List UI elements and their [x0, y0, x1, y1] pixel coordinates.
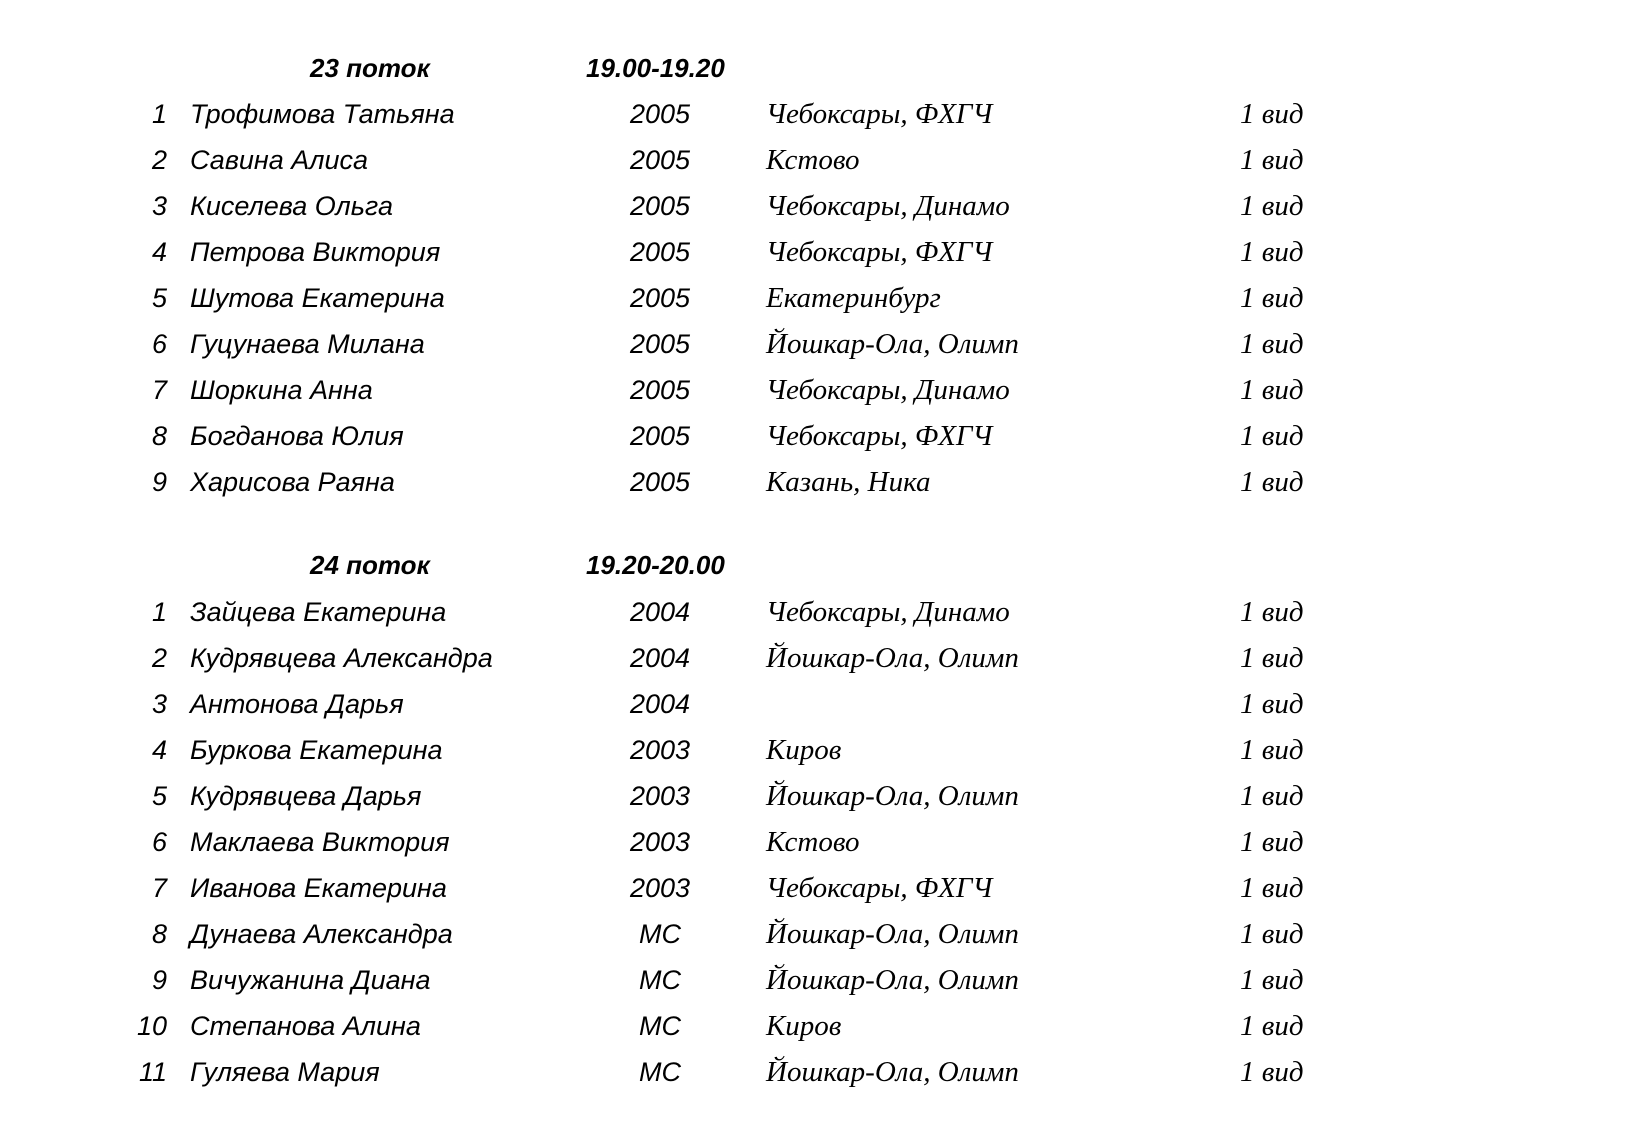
program-kind: 1 вид	[1240, 236, 1304, 268]
birth-year: 2003	[629, 827, 691, 857]
birth-year: 2005	[629, 375, 691, 405]
program-kind: 1 вид	[1240, 282, 1304, 314]
program-kind: 1 вид	[1240, 190, 1304, 222]
program-kind: 1 вид	[1240, 466, 1304, 498]
row-number: 6	[151, 827, 167, 857]
athlete-name: Гуцунаева Милана	[190, 329, 425, 359]
birth-year: МС	[639, 1057, 681, 1087]
row-number: 7	[151, 375, 167, 405]
table-row	[0, 728, 1652, 772]
table-row	[0, 820, 1652, 864]
program-kind: 1 вид	[1240, 328, 1304, 360]
birth-year: 2003	[629, 735, 691, 765]
birth-year: 2005	[629, 329, 691, 359]
row-number: 6	[151, 329, 167, 359]
row-number: 2	[151, 145, 167, 175]
birth-year: МС	[639, 965, 681, 995]
table-row	[0, 774, 1652, 818]
birth-year: 2005	[629, 191, 691, 221]
athlete-name: Буркова Екатерина	[190, 735, 443, 765]
table-row	[0, 590, 1652, 634]
row-number: 4	[151, 237, 167, 267]
row-number: 9	[151, 965, 167, 995]
athlete-name: Шутова Екатерина	[190, 283, 445, 313]
group-title: 23 поток	[310, 53, 430, 83]
table-row	[0, 958, 1652, 1002]
club-name: Йошкар-Ола, Олимп	[766, 918, 1019, 950]
table-row	[0, 92, 1652, 136]
athlete-name: Зайцева Екатерина	[190, 597, 447, 627]
club-name: Екатеринбург	[766, 282, 941, 314]
club-name: Чебоксары, Динамо	[766, 596, 1010, 628]
birth-year: 2003	[629, 873, 691, 903]
program-kind: 1 вид	[1240, 642, 1304, 674]
birth-year: 2004	[629, 689, 691, 719]
club-name: Йошкар-Ола, Олимп	[766, 642, 1019, 674]
club-name: Кстово	[766, 144, 860, 176]
program-kind: 1 вид	[1240, 420, 1304, 452]
row-number: 10	[136, 1011, 167, 1041]
group-header	[0, 545, 1652, 585]
athlete-name: Кудрявцева Дарья	[190, 781, 422, 811]
group-time: 19.20-20.00	[586, 550, 725, 580]
table-row	[0, 1050, 1652, 1094]
table-row	[0, 460, 1652, 504]
row-number: 9	[151, 467, 167, 497]
club-name: Чебоксары, ФХГЧ	[766, 98, 993, 130]
birth-year: 2005	[629, 99, 691, 129]
athlete-name: Дунаева Александра	[190, 919, 453, 949]
athlete-name: Савина Алиса	[190, 145, 369, 175]
table-row	[0, 230, 1652, 274]
table-row	[0, 414, 1652, 458]
group-header	[0, 48, 1652, 88]
program-kind: 1 вид	[1240, 918, 1304, 950]
club-name: Йошкар-Ола, Олимп	[766, 964, 1019, 996]
birth-year: 2005	[629, 421, 691, 451]
birth-year: 2003	[629, 781, 691, 811]
club-name: Чебоксары, Динамо	[766, 374, 1010, 406]
club-name: Чебоксары, ФХГЧ	[766, 236, 993, 268]
row-number: 8	[151, 919, 167, 949]
table-row	[0, 866, 1652, 910]
table-row	[0, 184, 1652, 228]
table-row	[0, 276, 1652, 320]
athlete-name: Вичужанина Диана	[190, 965, 431, 995]
row-number: 2	[151, 643, 167, 673]
club-name: Киров	[766, 1010, 842, 1042]
row-number: 7	[151, 873, 167, 903]
birth-year: 2005	[629, 237, 691, 267]
athlete-name: Гуляева Мария	[190, 1057, 380, 1087]
program-kind: 1 вид	[1240, 374, 1304, 406]
row-number: 5	[151, 283, 167, 313]
athlete-name: Степанова Алина	[190, 1011, 421, 1041]
birth-year: 2005	[629, 145, 691, 175]
club-name: Йошкар-Ола, Олимп	[766, 1056, 1019, 1088]
athlete-name: Иванова Екатерина	[190, 873, 447, 903]
program-kind: 1 вид	[1240, 98, 1304, 130]
athlete-name: Харисова Раяна	[190, 467, 395, 497]
program-kind: 1 вид	[1240, 734, 1304, 766]
row-number: 3	[151, 191, 167, 221]
group-title: 24 поток	[310, 550, 430, 580]
row-number: 5	[151, 781, 167, 811]
athlete-name: Петрова Виктория	[190, 237, 441, 267]
table-row	[0, 636, 1652, 680]
birth-year: МС	[639, 1011, 681, 1041]
table-row	[0, 138, 1652, 182]
birth-year: 2004	[629, 597, 691, 627]
program-kind: 1 вид	[1240, 1010, 1304, 1042]
table-row	[0, 682, 1652, 726]
athlete-name: Киселева Ольга	[190, 191, 393, 221]
program-kind: 1 вид	[1240, 1056, 1304, 1088]
club-name: Чебоксары, ФХГЧ	[766, 420, 993, 452]
program-kind: 1 вид	[1240, 144, 1304, 176]
athlete-name: Богданова Юлия	[190, 421, 404, 451]
row-number: 11	[138, 1057, 167, 1087]
athlete-name: Антонова Дарья	[190, 689, 404, 719]
athlete-name: Маклаева Виктория	[190, 827, 450, 857]
table-row	[0, 912, 1652, 956]
club-name: Йошкар-Ола, Олимп	[766, 328, 1019, 360]
athlete-name: Шоркина Анна	[190, 375, 373, 405]
club-name: Киров	[766, 734, 842, 766]
club-name: Казань, Ника	[766, 466, 931, 498]
row-number: 3	[151, 689, 167, 719]
athlete-name: Трофимова Татьяна	[190, 99, 455, 129]
birth-year: 2004	[629, 643, 691, 673]
row-number: 1	[151, 99, 167, 129]
birth-year: 2005	[629, 467, 691, 497]
program-kind: 1 вид	[1240, 964, 1304, 996]
athlete-name: Кудрявцева Александра	[190, 643, 493, 673]
program-kind: 1 вид	[1240, 826, 1304, 858]
birth-year: МС	[639, 919, 681, 949]
row-number: 8	[151, 421, 167, 451]
program-kind: 1 вид	[1240, 688, 1304, 720]
program-kind: 1 вид	[1240, 596, 1304, 628]
club-name: Чебоксары, ФХГЧ	[766, 872, 993, 904]
row-number: 1	[151, 597, 167, 627]
birth-year: 2005	[629, 283, 691, 313]
program-kind: 1 вид	[1240, 780, 1304, 812]
club-name: Йошкар-Ола, Олимп	[766, 780, 1019, 812]
row-number: 4	[151, 735, 167, 765]
table-row	[0, 1004, 1652, 1048]
group-time: 19.00-19.20	[586, 53, 725, 83]
table-row	[0, 368, 1652, 412]
club-name: Кстово	[766, 826, 860, 858]
club-name: Чебоксары, Динамо	[766, 190, 1010, 222]
program-kind: 1 вид	[1240, 872, 1304, 904]
table-row	[0, 322, 1652, 366]
